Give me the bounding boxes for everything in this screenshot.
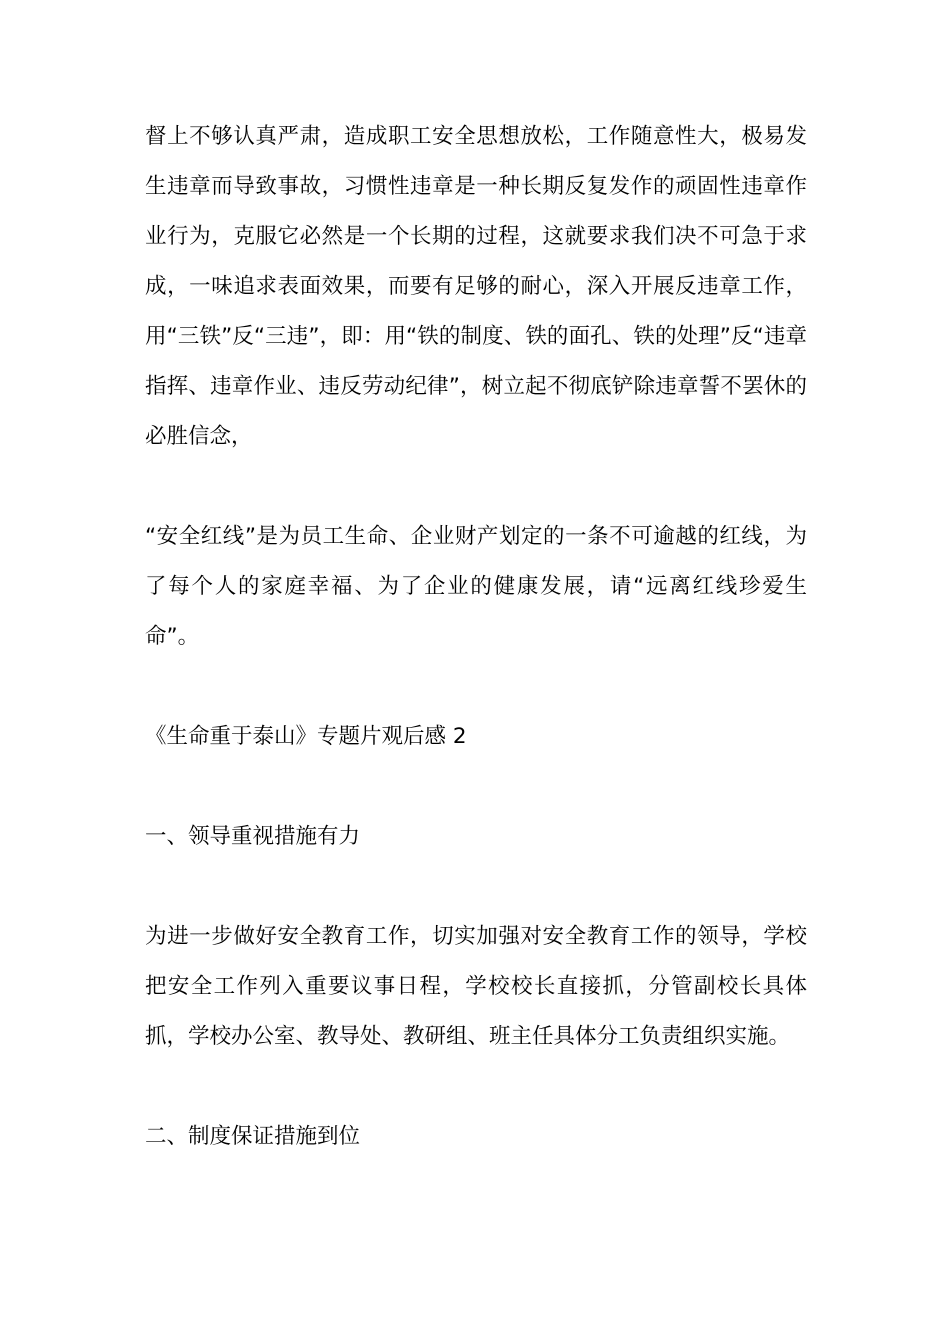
paragraph-violation-control: 督上不够认真严肃，造成职工安全思想放松，工作随意性大，极易发生违章而导致事故，习惯性违章是一种长期反复发作的顽固性违章作业行为，克服它必然是一个长期的过程，这就要求我们决不可急于求成，一味追求表面效果，而要有足够的耐心，深入开展反违章工作，用“三铁”反“三违”，即：用“铁的制度、铁的面孔、铁的处理”反“违章指挥、违章作业、违反劳动纪律”，树立起不彻底铲除违章誓不罢休的必胜信念， xyxy=(145,124,807,449)
paragraph-spacer xyxy=(145,762,807,812)
paragraph-safety-red-line: “安全红线”是为员工生命、企业财产划定的一条不可逾越的红线，为了每个人的家庭幸福、为了企业的健康发展，请“远离红线珍爱生命”。 xyxy=(145,524,807,649)
subheading-system-guarantee: 二、制度保证措施到位 xyxy=(145,1124,361,1149)
paragraph-safety-education: 为进一步做好安全教育工作，切实加强对安全教育工作的领导，学校把安全工作列入重要议事日程，学校校长直接抓，分管副校长具体抓，学校办公室、教导处、教研组、班主任具体分工负责组织实施。 xyxy=(145,924,807,1049)
paragraph-spacer xyxy=(145,662,807,712)
paragraph-spacer xyxy=(145,1062,807,1112)
subheading-leadership: 一、领导重视措施有力 xyxy=(145,824,361,849)
document-page xyxy=(145,112,807,1162)
section-title: 《生命重于泰山》专题片观后感 2 xyxy=(145,724,467,749)
paragraph-spacer xyxy=(145,862,807,912)
paragraph-spacer xyxy=(145,462,807,512)
